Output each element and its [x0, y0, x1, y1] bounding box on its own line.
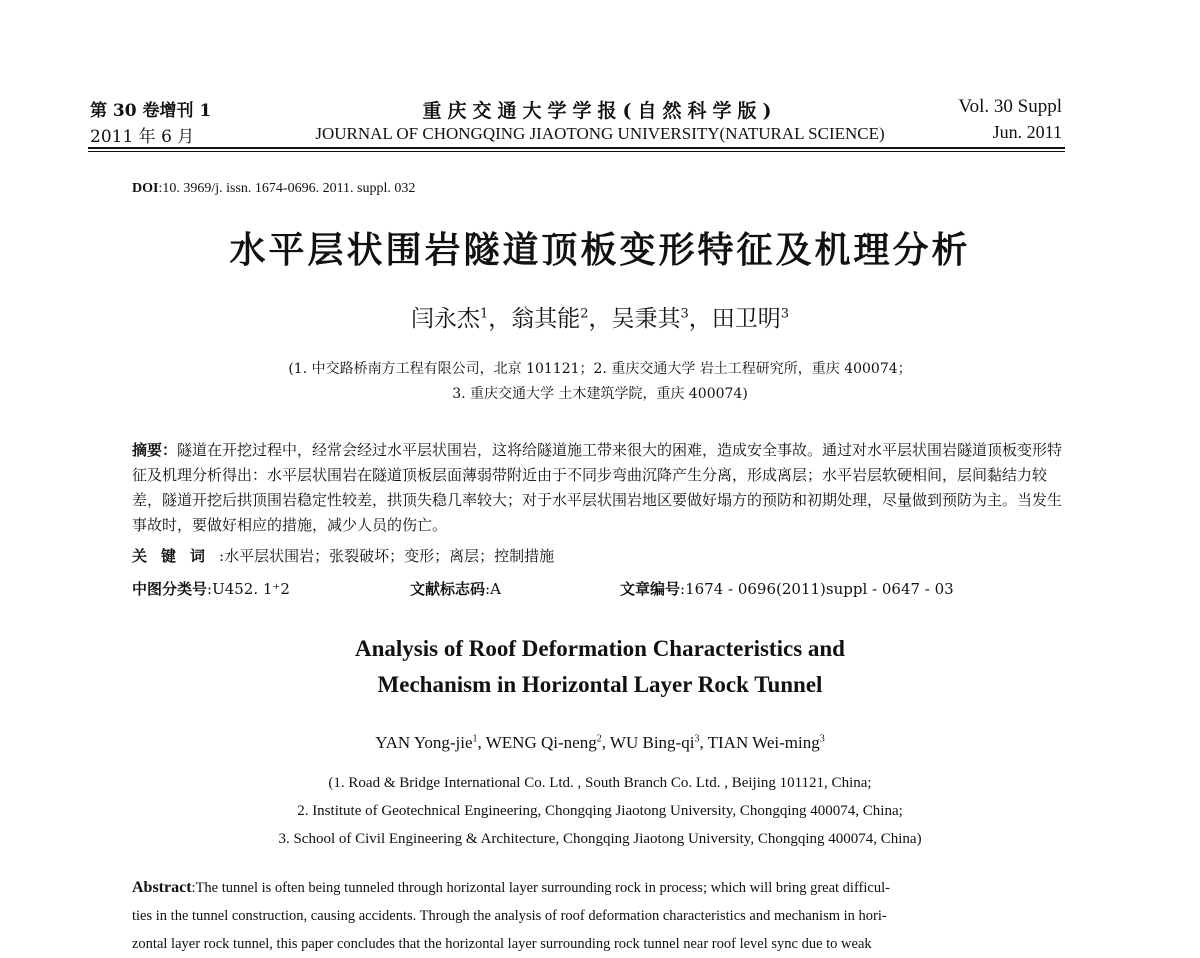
abstract-en	[132, 874, 1072, 958]
abstract-en-line-3: zontal layer rock tunnel, this paper concludes that the horizontal layer surrounding rock tunnel near roof level sync due to weak	[132, 936, 872, 952]
document-code	[410, 578, 501, 599]
article-id-value: :1674 - 0696(2011)suppl - 0647 - 03	[680, 580, 954, 598]
journal-title-en: JOURNAL OF CHONGQING JIAOTONG UNIVERSITY(NATURAL SCIENCE)	[315, 124, 885, 143]
volume-issue-cn: 第 30 卷增刊 1	[90, 101, 212, 121]
author-affil-mark: 2	[580, 306, 589, 322]
keywords-cn	[132, 545, 554, 566]
affiliation-en-line: (1. Road & Bridge International Co. Ltd. , South Branch Co. Ltd. , Beijing 101121, China;	[328, 775, 872, 791]
clc-number	[132, 578, 290, 599]
keywords-cn-label: 关键词	[132, 547, 220, 565]
date-en: Jun. 2011	[992, 122, 1062, 142]
author-affil-mark: 1	[472, 733, 478, 745]
affiliation-en-line: 3. School of Civil Engineering & Architecture, Chongqing Jiaotong University, Chongqing 400074, China)	[278, 831, 922, 847]
author-cn: 田卫明	[711, 306, 781, 332]
doi-value: :10. 3969/j. issn. 1674-0696. 2011. suppl. 032	[158, 181, 416, 196]
clc-value: :U452. 1⁺2	[207, 580, 290, 598]
authors-en: YAN Yong-jie$^1$, WENG Qi-neng$^2$, WU Bing-$qi^3$, TIAN Wei-ming$^3$	[375, 733, 825, 752]
article-id-label: 文章编号	[620, 580, 681, 598]
abstract-en-line-1	[132, 874, 1072, 902]
authors-cn: 闫永杰$^1$，翁其能$^2$，吴秉其$^3$，田卫明$^3$	[410, 306, 790, 332]
clc-label: 中图分类号	[132, 580, 208, 598]
abstract-cn	[132, 438, 1072, 538]
abstract-cn-text: 隧道在开挖过程中，经常会经过水平层状围岩，这将给隧道施工带来很大的困难，造成安全事故。通过对水平层状围岩隧道顶板变形特征及机理分析得出：水平层状围岩在隧道顶板层面薄弱带附近由于不同步弯曲沉降产生分离，形成离层；水平岩层软硬相间，层间黏结力较差，隧道开挖后拱顶围岩稳定性较差，拱顶失稳几率较大；对于水平层状围岩地区要做好塌方的预防和初期处理，尽量做到预防为主。当发生事故时，要做好相应的措施，减少人员的伤亡。	[132, 441, 1063, 534]
author-cn: 闫永杰	[410, 306, 480, 332]
keywords-cn-text: :水平层状围岩；张裂破坏；变形；离层；控制措施	[219, 547, 555, 565]
header-rule-thick	[88, 147, 1065, 149]
author-en: WU Bing-qi	[609, 733, 695, 752]
author-cn: 翁其能	[511, 306, 581, 332]
doi-label: DOI	[132, 181, 159, 196]
author-en: YAN Yong-jie	[375, 733, 473, 752]
author-en: WENG Qi-neng	[485, 733, 597, 752]
author-affil-mark: 3	[819, 733, 825, 745]
document-code-label: 文献标志码	[410, 580, 486, 598]
paper-title-en-line: Mechanism in Horizontal Layer Rock Tunnel	[377, 672, 823, 697]
article-id	[620, 578, 954, 599]
author-affil-mark: 1	[479, 306, 489, 322]
affiliation-cn-line: (1. 中交路桥南方工程有限公司，北京 101121；2. 重庆交通大学 岩土工程研究所，重庆 400074；	[288, 361, 912, 377]
author-affil-mark: 3	[680, 306, 689, 322]
author-en: TIAN Wei-ming	[707, 733, 820, 752]
author-affil-mark: 3	[780, 306, 790, 322]
author-cn: 吴秉其	[611, 306, 681, 332]
paper-title-cn: 水平层状围岩隧道顶板变形特征及机理分析	[229, 230, 971, 271]
affiliation-en-line: 2. Institute of Geotechnical Engineering, Chongqing Jiaotong University, Chongqing 400074, China;	[297, 803, 903, 819]
author-affil-mark: 2	[596, 733, 602, 745]
doi-line	[132, 181, 415, 197]
journal-title-cn: 重庆交通大学学报(自然科学版)	[422, 100, 778, 122]
abstract-cn-label: 摘要：	[132, 441, 178, 459]
date-cn: 2011 年 6 月	[90, 127, 195, 147]
document-code-value: :A	[485, 580, 501, 598]
abstract-en-line-2: ties in the tunnel construction, causing accidents. Through the analysis of roof deformation characteristics and mechanism in hori-	[132, 908, 887, 924]
affiliation-cn-line: 3. 重庆交通大学 土木建筑学院，重庆 400074)	[452, 386, 748, 402]
header-rule-thin	[88, 151, 1065, 152]
abstract-en-text: :The tunnel is often being tunneled through horizontal layer surrounding rock in process; which will bring great difficul-	[191, 880, 890, 896]
abstract-en-label: Abstract	[132, 879, 192, 896]
author-affil-mark: 3	[694, 733, 700, 745]
paper-title-en-line: Analysis of Roof Deformation Characteristics and	[355, 636, 845, 661]
volume-issue-en: Vol. 30 Suppl	[958, 96, 1062, 117]
